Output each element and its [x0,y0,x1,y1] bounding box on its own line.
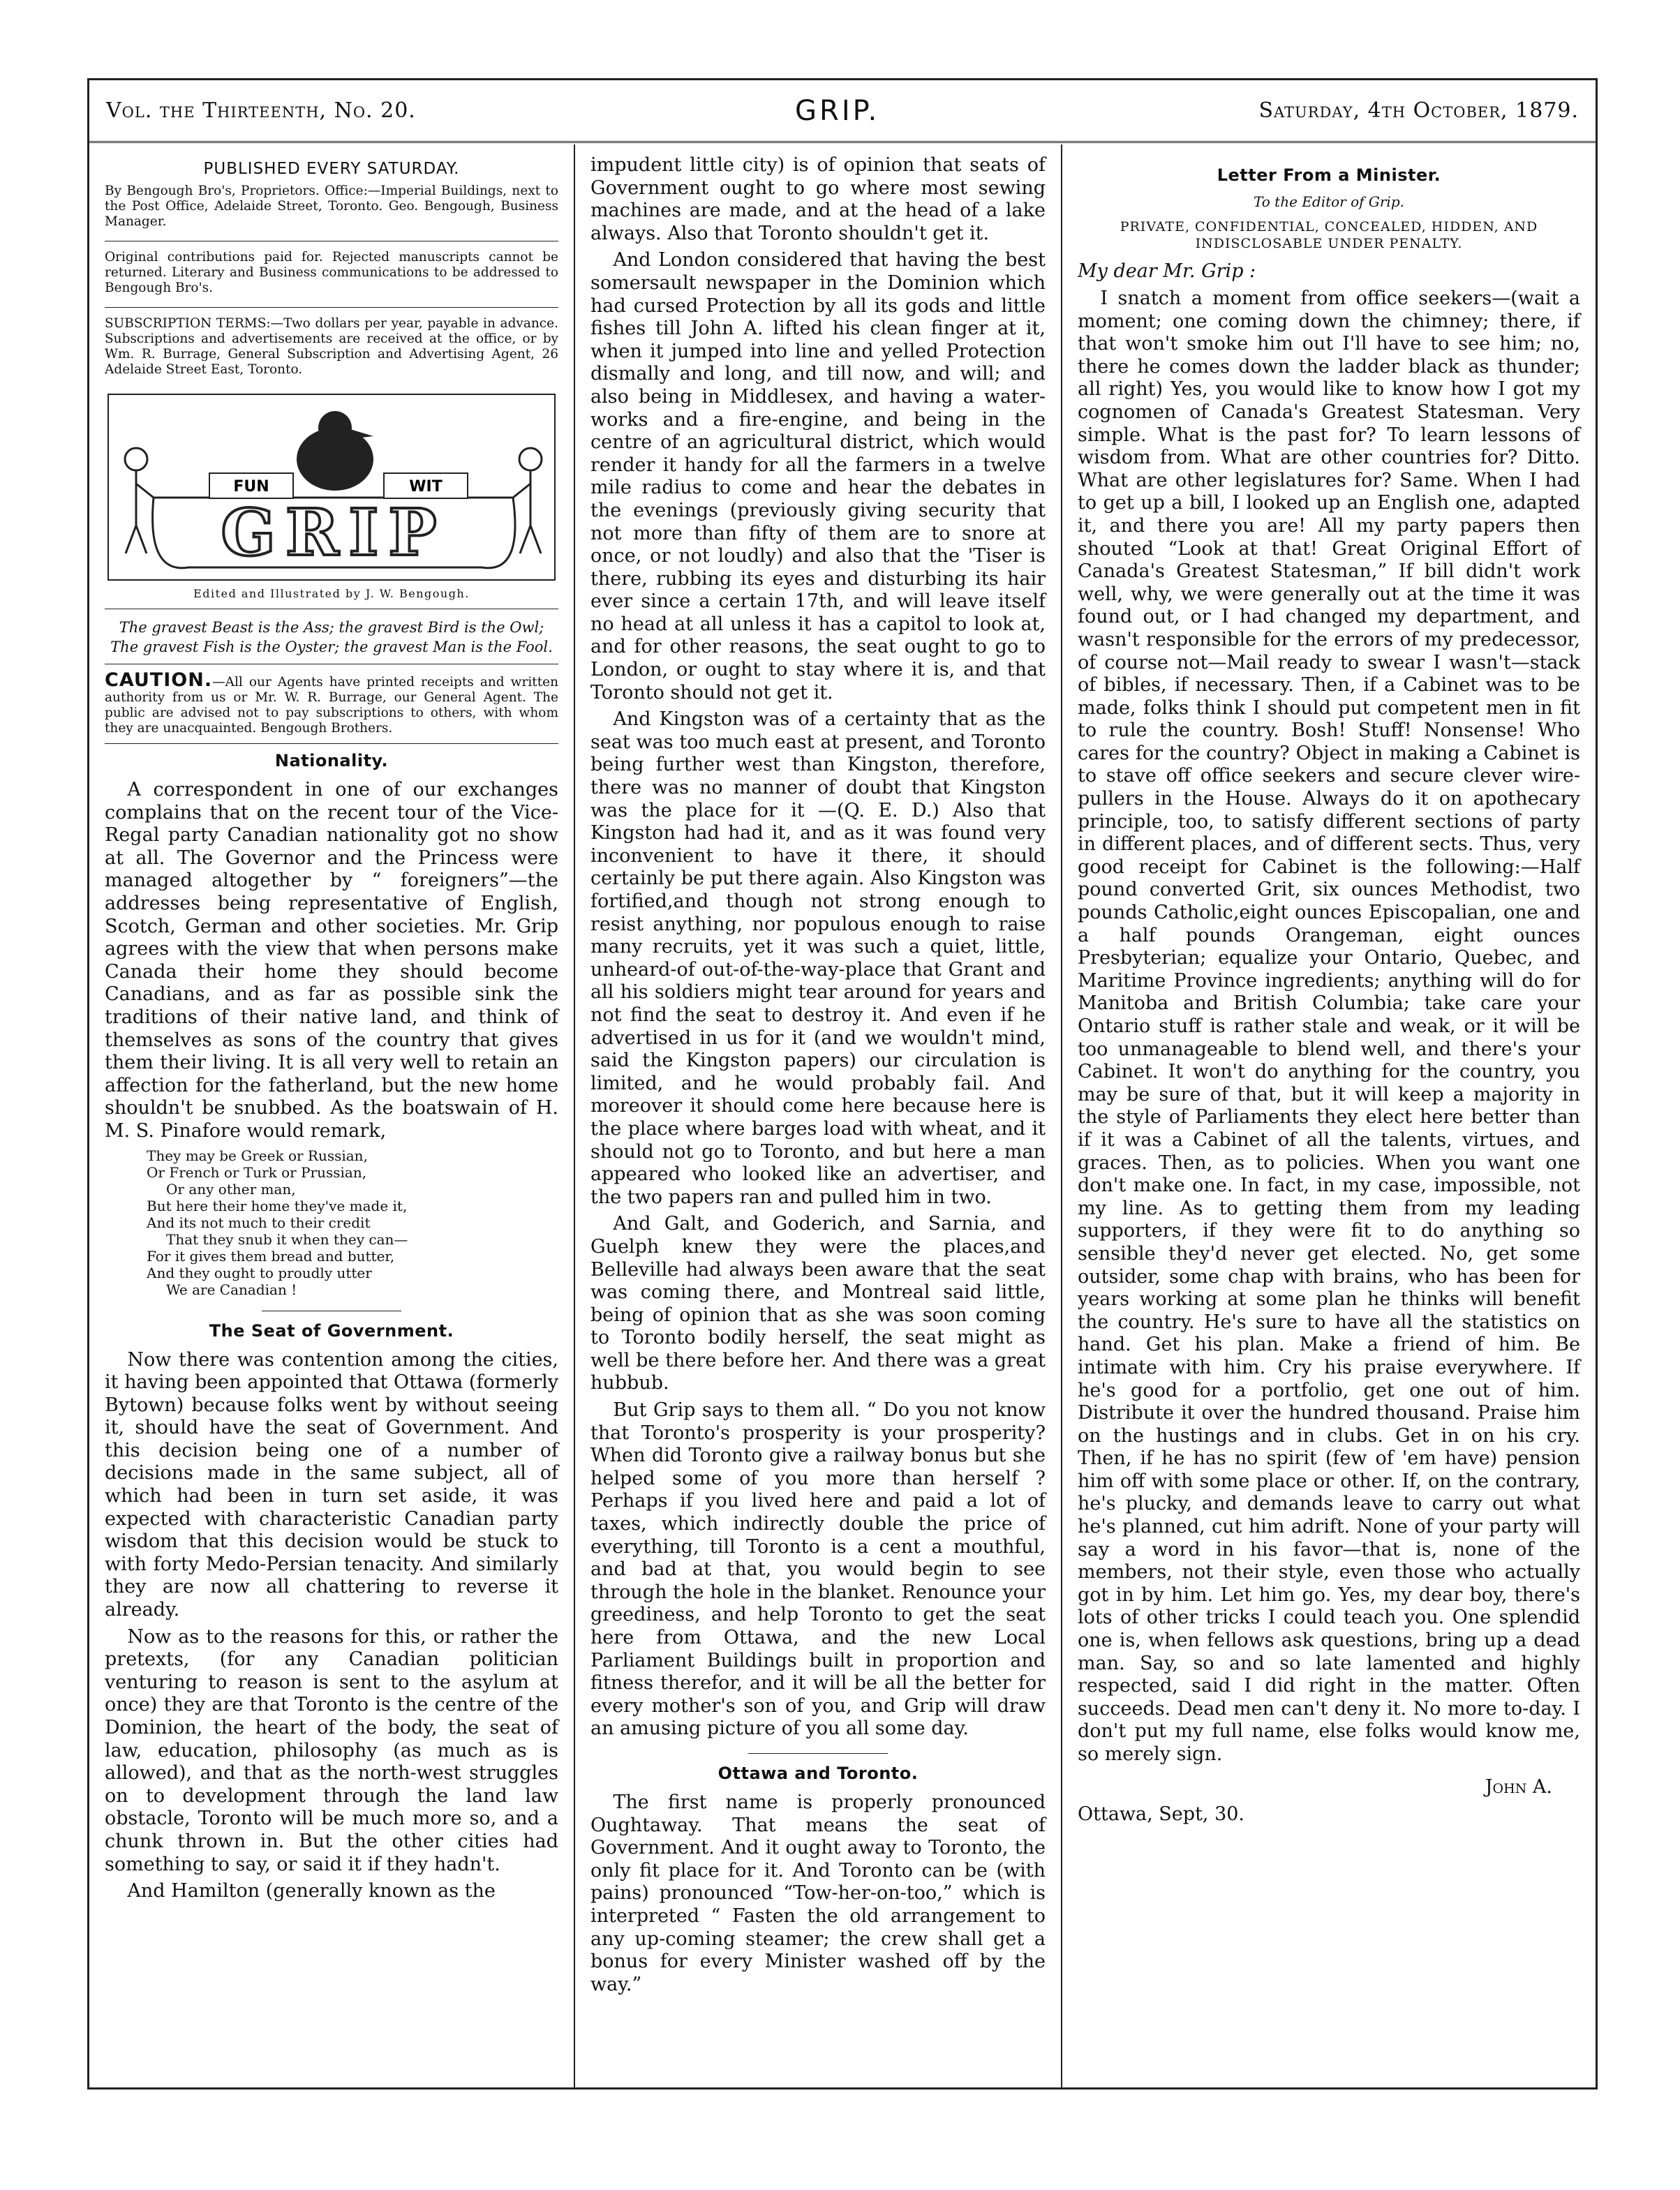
seat-paragraph-1: Now there was contention among the cities, it having been appointed that Ottawa (formerly Bytown) because folks went by without seeing it, should have the seat of Government. And this decision being one of a number of decisions made in the same subject, all of which had been in turn set aside, it was expected with characteristic Canadian party wisdom that this decision would be stuck to with forty Medo-Persian tenacity. And similarly they are now all chattering to reverse it already. [105,1348,558,1621]
proprietors-notice [105,184,558,241]
ottawa-paragraph-1: The first name is properly pronounced Oughtaway. That means the seat of Government. And it ought away to Toronto, the only fit place for it. And Toronto can be (with pains) pronounced “Tow-her-on-too,” which is interpreted “ Fasten the old arrangement to any up-coming steamer; the crew shall get a bonus for every Minister washed off by the way.” [590,1791,1046,1995]
poem-line: But here their home they've made it, [147,1197,408,1214]
volume-number: Vol. the Thirteenth, No. 20. [106,98,416,123]
poem-line: And its not much to their credit [147,1214,371,1231]
seat-continued-paragraph-3: And Kingston was of a certainty that as the seat was too much east at present, and Toronto being further west than Kingston, therefore, there was no manner of doubt that Kingston was the place for it —(Q. E. D.) Also that Kingston had had it, and as it was found very inconvenient to have it there, it should certainly be put there again. Also Kingston was fortified,and though not strong enough to resist anything, nor populous enough to raise many recruits, yet it was such a quiet, little, unheard-of out-of-the-way-place that Grant and all his soldiers might tear around for years and not find the seat to destroy it. And even if he advertised in us for it (and we wouldn't mind, said the Kingston papers) our circulation is limited, and he would probably fail. And moreover it should come here because here is the place where barges load with wheat, and it should not go to Toronto, and but here a man appeared who looked like an advertiser, and the two papers ran and pulled him in two. [590,708,1046,1208]
subscription-text: SUBSCRIPTION TERMS:—Two dollars per year, payable in advance. Subscriptions and advertisements are received at the office, or by Wm. R. Burrage, General Subscription and Advertising Agent, 26 Adelaide Street East, Toronto. [105,316,558,377]
pinafore-verse [147,1147,558,1298]
motto-line-1: The gravest Beast is the Ass; the gravest Bird is the Owl; [119,619,544,636]
seat-continued-paragraph-5: But Grip says to them all. “ Do you not know that Toronto's prosperity is your prosperity? When did Toronto give a railway bonus but she helped some of you more than herself ? Perhaps if you lived here and paid a lot of taxes, which indirectly double the price of everything, till Toronto is a cent a mouthful, and bad at that, you would begin to see through the hole in the blanket. Renounce your greediness, and help Toronto to get the seat here from Ottawa, and the new Local Parliament Buildings built in proportion and fitness therefor, and it will be all the better for every mother's son of you, and Grip will draw an amusing picture of you all some day. [590,1399,1046,1740]
seat-paragraph-3: And Hamilton (generally known as the [127,1880,496,1902]
letter-salutation: My dear Mr. Grip : [1078,260,1256,282]
published-heading: PUBLISHED EVERY SATURDAY. [203,160,460,178]
poem-line: For it gives them bread and butter, [147,1247,395,1265]
ottawa-and-toronto-heading: Ottawa and Toronto. [718,1763,919,1783]
seat-of-government-heading: The Seat of Government. [209,1320,454,1341]
nationality-heading: Nationality. [274,751,389,770]
poem-line: They may be Greek or Russian, [147,1147,368,1164]
section-divider [748,1753,888,1754]
caution-paragraph [105,669,558,736]
letter-body: I snatch a moment from office seekers—(wait a moment; one coming down the chimney; there, if that won't smoke him out I'll have to see him; no, there he comes down the ladder black as thunder; all right) Yes, you would like to know how I got my cognomen of Canada's Greatest Statesman. Very simple. What is the past for? To learn lessons of wisdom from. What are other countries for? Ditto. What are other legislatures for? Same. When I had to get up a bill, I looked up an English one, adapted it, and there you are! All my party papers then shouted “Look at that! Great Original Effort of Canada's Greatest Statesman,” If bill didn't work well, why, we were generally out at the time it was found out, or I had changed my department, and wasn't responsible for the errors of my predecessor, of course not—Mail ready to swear I wasn't—stack of bibles, if necessary. Then, if a Cabinet was to be made, folks think I should put competent men in fit to rule the country. Bosh! Stuff! Nonsense! Who cares for the country? Object in making a Cabinet is to stave off office seekers and secure clever wire-pullers in the House. Always do it on apothecary principle, too, to satisfy different sections of party in different places, and of different sects. Thus, very good receipt for Cabinet is the following:—Half pound converted Grit, six ounces Methodist, two pounds Catholic,eight ounces Episcopalian, one and a half pounds Orangeman, eight ounces Presbyterian; equalize your Ontario, Quebec, and Maritime Province ingredients; anything will do for Manitoba and British Columbia; take care your Ontario stuff is rather stale and weak, or it will be too unmanageable to blend well, and there's your Cabinet. It won't do anything for the country, you may be sure of that, but it will keep a majority in the style of Parliaments they elect here better than if it was a Cabinet of all the talents, virtues, and graces. Then, as to policies. When you want one don't make one. In fact, in my case, impossible, not my line. As to getting them from my leading supporters, if they were fit to do anything so sensible they'd never get elected. No, get some outsider, some chap with brains, who has been for years working at some plan he thinks will benefit the country. He's sure to have all the statistics on hand. Get his plan. Make a friend of him. Be intimate with him. Cry his praise everywhere. If he's good for a portfolio, get one out of him. Distribute it over the hundred thousand. Praise him on the hustings and in clubs. Get in on his cry. Then, if he has no spirit (few of 'em have) pension him off with some place or other. If, on the contrary, he's plucky, and demands leave to carry out what he's planned, cut him adrift. None of your party will say a word in his favor—that is, none of the members, not their style, even those who actually got in by him. Let him go. Yes, my dear boy, there's lots of other tricks I could teach you. One splendid one is, when fellows ask questions, bring up a dead man. Say, so and so late lamented and highly respected, said I did right in the matter. Often succeeds. Dead men can't deny it. No more to-day. I don't put my full name, else folks would know me, so merely sign. [1078,288,1580,1765]
column-3 [1062,144,1596,2087]
issue-date: Saturday, 4th October, 1879. [1258,98,1579,123]
emblem-banner-wit: WIT [409,478,443,496]
column-1 [89,144,575,2087]
caution-text: —All our Agents have printed receipts and written authority from us or Mr. W. R. Burrage, our General Agent. The public are advised not to pay subscriptions to others, with whom they are unacquainted. Bengough Brothers. [105,675,558,736]
emblem-banner-fun: FUN [233,478,269,496]
poem-line: Or any other man, [166,1180,296,1198]
proprietors-text: By Bengough Bro's, Proprietors. Office:—Imperial Buildings, next to the Post Office, Adelaide Street, Toronto. Geo. Bengough, Business Manager. [105,184,558,229]
masthead [89,80,1596,143]
poem-line: Or French or Turk or Prussian, [147,1163,367,1181]
poem-line: We are Canadian ! [166,1281,297,1298]
letter-heading: Letter From a Minister. [1217,165,1441,185]
seat-continued-paragraph-1: impudent little city) is of opinion that seats of Government ought to go where most sewing machines are made, and at the head of a lake always. Also that Toronto shouldn't get it. [590,154,1046,244]
motto-line-2: The gravest Fish is the Oyster; the gravest Man is the Fool. [110,639,553,655]
nationality-paragraph-1: A correspondent in one of our exchanges complains that on the recent tour of the Vice-Regal party Canadian nationality got no show at all. The Governor and the Princess were managed altogether by “ foreigners”—the addresses being representative of English, Scotch, German and other societies. Mr. Grip agrees with the view that when persons make Canada their home they should become Canadians, and as far as possible sink the traditions of their native land, and think of themselves as sons of the country that gives them their living. It is all very well to retain an affection for the fatherland, but the new home shouldn't be snubbed. As the boatswain of H. M. S. Pinafore would remark, [105,779,558,1142]
newspaper-page [87,78,1598,2090]
contributions-text: Original contributions paid for. Rejected manuscripts cannot be returned. Literary and Business communications to be addressed to Bengough Bro's. [105,250,558,295]
seat-continued-paragraph-4: And Galt, and Goderich, and Sarnia, and Guelph knew they were the places,and Belleville had always been aware that the seat was coming there, and Montreal said little, being of opinion that as she was soon coming to Toronto bodily herself, the seat might as well be there before her. And there was a great hubbub. [590,1213,1046,1394]
seat-continued-paragraph-2: And London considered that having the best somersault newspaper in the Dominion which had cursed Protection by all its gods and little fishes till John A. lifted his clean finger at it, when it jumped into line and yelled Protection dismally and long, and till now, and will; and also being in Middlesex, and having a water-works and a fire-engine, and being in the centre of an agricultural district, which would render it handy for all the farmers in a twelve mile radius to come and hear the debates in the evenings (previously giving security that not more than fifty of them are to snore at once, or not loudly) and also that the 'Tiser is there, rubbing its eyes and disturbing its hair ever since a certain 17th, and will leave itself no head at all unless it has a capitol to look at, and for other reasons, the seat ought to go to London, or ought to stay where it is, and that Toronto should not get it. [590,249,1046,703]
poem-line: And they ought to proudly utter [147,1264,372,1281]
column-2 [575,144,1062,2087]
poem-line: That they snub it when they can— [166,1230,408,1248]
columns [89,144,1596,2087]
seat-paragraph-2: Now as to the reasons for this, or rather the pretexts, (for any Canadian politician venturing to reason is sent to the asylum at once) they are that Toronto is the centre of the Dominion, the heart of the body, the seat of law, education, philosophy (as much as is allowed), and that as the north-west struggles on to development through the land law obstacle, Toronto will be much more so, and a chunk thrown in. But the other cities had something to say, or said it if they hadn't. [105,1625,558,1875]
letter-addressee: To the Editor of Grip. [1254,193,1404,210]
contributions-notice [105,250,558,308]
letter-private-notice: PRIVATE, CONFIDENTIAL, CONCEALED, HIDDEN, AND INDISCLOSABLE UNDER PENALTY. [1120,219,1538,251]
letter-signature: John A. [1485,1775,1552,1798]
letter-dateline: Ottawa, Sept, 30. [1078,1803,1245,1825]
motto [105,618,558,664]
newspaper-title: GRIP. [795,94,880,127]
editor-credit: Edited and Illustrated by J. W. Bengough. [105,587,558,609]
subscription-notice [105,316,558,389]
caution-notice [105,669,558,744]
grip-emblem-illustration [105,393,558,581]
caution-label: CAUTION. [105,669,213,691]
emblem-wordmark: GRIP [221,495,447,570]
